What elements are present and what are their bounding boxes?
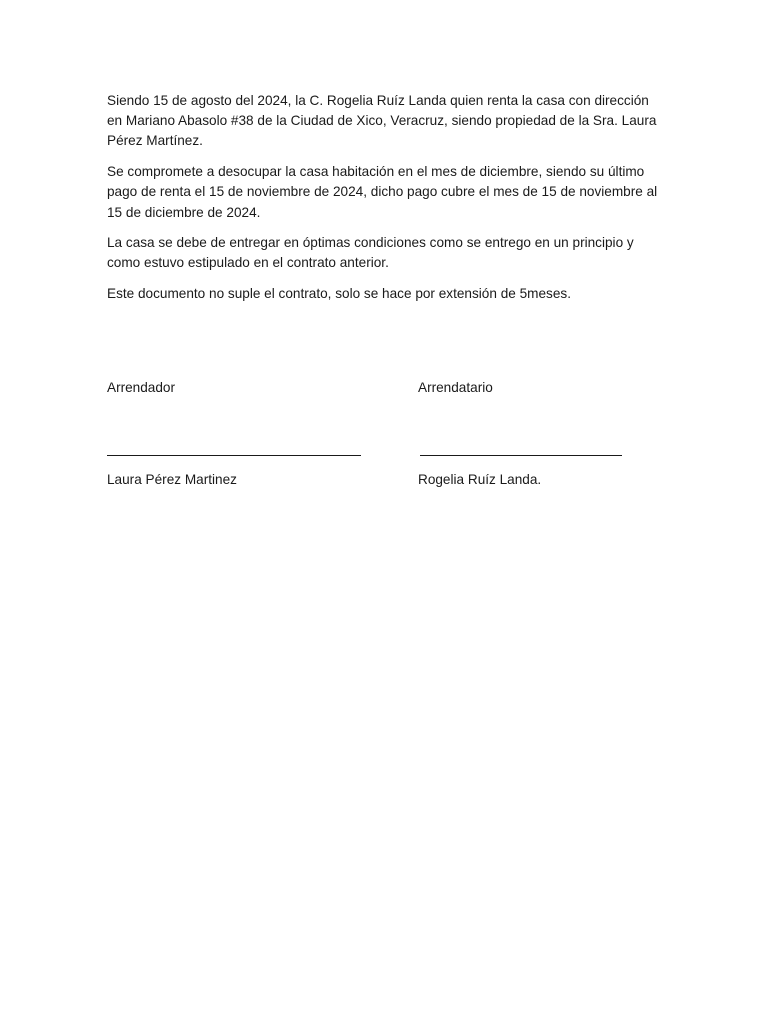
tenant-name: Rogelia Ruíz Landa. <box>418 472 542 487</box>
landlord-role-label: Arrendador <box>107 380 176 395</box>
landlord-name: Laura Pérez Martinez <box>107 472 237 487</box>
paragraph-commitment: Se compromete a desocupar la casa habitación en el mes de diciembre, siendo su último pago de renta el 15 de noviembre de 2024, dicho pago cubre el mes de 15 de noviembre al 15 de diciembre de 2024. <box>107 164 658 220</box>
tenant-role-label: Arrendatario <box>418 380 493 395</box>
paragraph-conditions: La casa se debe de entregar en óptimas condiciones como se entrego en un principio y como estuvo estipulado en el contrato anterior. <box>107 235 634 271</box>
paragraph-extension-note: Este documento no suple el contrato, solo se hace por extensión de 5meses. <box>107 286 571 302</box>
landlord-signature-line <box>107 455 361 456</box>
paragraph-intro: Siendo 15 de agosto del 2024, la C. Rogelia Ruíz Landa quien renta la casa con dirección en Mariano Abasolo #38 de la Ciudad de Xico, Veracruz, siendo propiedad de la Sra. Laura Pérez Martínez. <box>107 93 657 149</box>
document-body <box>107 91 667 315</box>
tenant-signature-line <box>420 455 622 456</box>
